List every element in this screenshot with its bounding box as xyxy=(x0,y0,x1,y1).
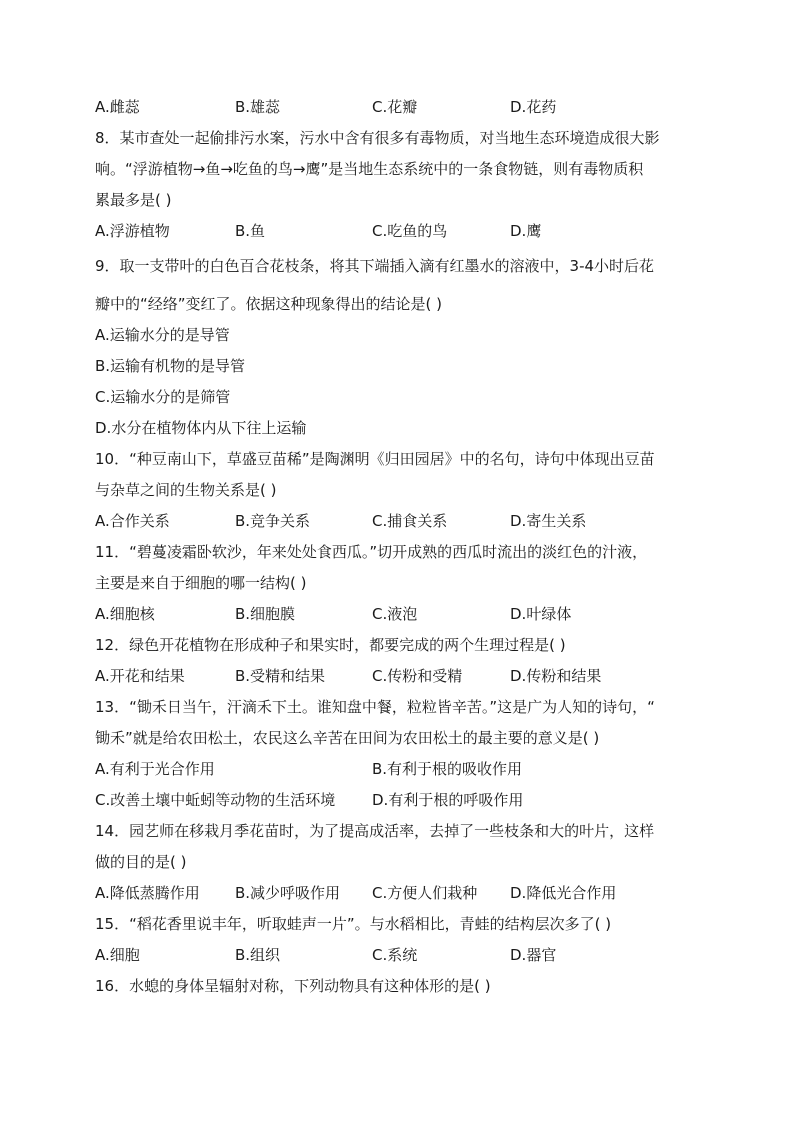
q12-stem-line1: 12．绿色开花植物在形成种子和果实时，都要完成的两个生理过程是( ) xyxy=(95,636,566,654)
q8-option-b: B.鱼 xyxy=(235,222,266,240)
q13-option-b: B.有利于根的吸收作用 xyxy=(372,760,523,778)
q11-option-b: B.细胞膜 xyxy=(235,605,296,623)
q10-stem-line1: 10．“种豆南山下，草盛豆苗稀”是陶渊明《归田园居》中的名句，诗句中体现出豆苗 xyxy=(95,450,655,468)
q7-option-d: D.花药 xyxy=(510,98,557,116)
q10-option-b: B.竞争关系 xyxy=(235,512,311,530)
q15-option-d: D.器官 xyxy=(510,946,557,964)
q12-option-b: B.受精和结果 xyxy=(235,667,326,685)
q12-option-a: A.开花和结果 xyxy=(95,667,185,685)
q15-option-a: A.细胞 xyxy=(95,946,140,964)
q15-option-b: B.组织 xyxy=(235,946,281,964)
q9-option-d: D.水分在植物体内从下往上运输 xyxy=(95,419,307,437)
q8-option-d: D.鹰 xyxy=(510,222,542,240)
q10-option-d: D.寄生关系 xyxy=(510,512,587,530)
q8-stem-line3: 累最多是( ) xyxy=(95,191,172,209)
q14-option-a: A.降低蒸腾作用 xyxy=(95,884,200,902)
q7-option-c: C.花瓣 xyxy=(372,98,418,116)
q13-stem-line1: 13．“锄禾日当午，汗滴禾下土。谁知盘中餐，粒粒皆辛苦。”这是广为人知的诗句，“ xyxy=(95,698,655,716)
q13-stem-line2: 锄禾”就是给农田松土，农民这么辛苦在田间为农田松土的最主要的意义是( ) xyxy=(95,729,600,747)
q11-stem-line1: 11．“碧蔓凌霜卧软沙，年来处处食西瓜。”切开成熟的西瓜时流出的淡红色的汁液， xyxy=(95,543,648,561)
q13-option-d: D.有利于根的呼吸作用 xyxy=(372,791,524,809)
q12-option-d: D.传粉和结果 xyxy=(510,667,602,685)
q9-stem-line2: 瓣中的“经络”变红了。依据这种现象得出的结论是( ) xyxy=(95,295,443,313)
q14-option-c: C.方便人们栽种 xyxy=(372,884,478,902)
q12-option-c: C.传粉和受精 xyxy=(372,667,463,685)
q8-stem-line1: 8．某市查处一起偷排污水案，污水中含有很多有毒物质，对当地生态环境造成很大影 xyxy=(95,129,660,147)
q13-option-a: A.有利于光合作用 xyxy=(95,760,215,778)
q10-stem-line2: 与杂草之间的生物关系是( ) xyxy=(95,481,277,499)
q8-option-c: C.吃鱼的鸟 xyxy=(372,222,448,240)
q11-stem-line2: 主要是来自于细胞的哪一结构( ) xyxy=(95,574,307,592)
q14-option-d: D.降低光合作用 xyxy=(510,884,617,902)
q9-option-b: B.运输有机物的是导管 xyxy=(95,357,246,375)
q16-stem-line1: 16．水螅的身体呈辐射对称，下列动物具有这种体形的是( ) xyxy=(95,977,491,995)
q15-stem-line1: 15．“稻花香里说丰年，听取蛙声一片”。与水稻相比，青蛙的结构层次多了( ) xyxy=(95,915,612,933)
q9-option-a: A.运输水分的是导管 xyxy=(95,326,230,344)
q11-option-c: C.液泡 xyxy=(372,605,418,623)
q10-option-c: C.捕食关系 xyxy=(372,512,448,530)
q13-option-c: C.改善土壤中蚯蚓等动物的生活环境 xyxy=(95,791,336,809)
q14-option-b: B.减少呼吸作用 xyxy=(235,884,341,902)
q15-option-c: C.系统 xyxy=(372,946,418,964)
q14-stem-line2: 做的目的是( ) xyxy=(95,853,187,871)
q9-stem-line1: 9．取一支带叶的白色百合花枝条，将其下端插入滴有红墨水的溶液中，3-4小时后花 xyxy=(95,257,655,275)
q11-option-a: A.细胞核 xyxy=(95,605,155,623)
q7-option-b: B.雄蕊 xyxy=(235,98,281,116)
q8-option-a: A.浮游植物 xyxy=(95,222,170,240)
q8-stem-line2: 响。“浮游植物→鱼→吃鱼的鸟→鹰”是当地生态系统中的一条食物链，则有毒物质积 xyxy=(95,160,644,178)
q7-option-a: A.雌蕊 xyxy=(95,98,140,116)
q10-option-a: A.合作关系 xyxy=(95,512,170,530)
q11-option-d: D.叶绿体 xyxy=(510,605,572,623)
q14-stem-line1: 14．园艺师在移栽月季花苗时，为了提高成活率，去掉了一些枝条和大的叶片，这样 xyxy=(95,822,655,840)
q9-option-c: C.运输水分的是筛管 xyxy=(95,388,231,406)
